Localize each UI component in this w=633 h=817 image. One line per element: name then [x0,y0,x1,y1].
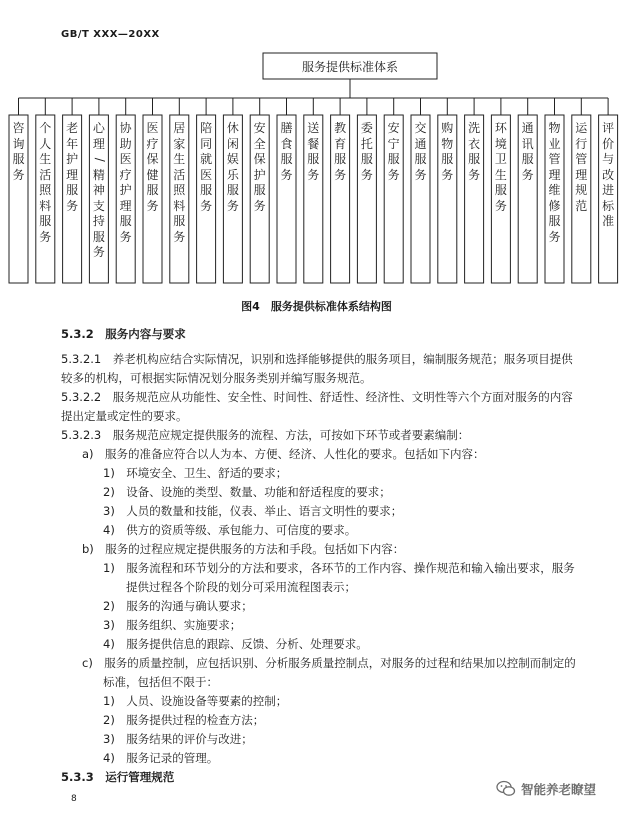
paragraph-5-3-2-2-line1: 5.3.2.2 服务规范应从功能性、安全性、时间性、舒适性、经济性、文明性等六个方面对服务的内容 [61,390,573,404]
diagram-leaf-label: 物 业 管 理 维 修 服 务 [548,121,561,244]
diagram-leaf-label: 咨 询 服 务 [12,121,25,182]
wechat-icon [496,780,516,798]
list-item-b3: 3) 服务组织、实施要求； [103,618,242,632]
diagram-leaf-label: 休 闲 娱 乐 服 务 [226,121,239,213]
list-item-a3: 3) 人员的数量和技能，仪表、举止、语言文明性的要求； [103,504,403,518]
diagram-leaf-label: 安 全 保 护 服 务 [253,121,266,213]
watermark [496,780,596,798]
diagram-leaf-label: 洗 衣 服 务 [468,121,481,182]
diagram-leaf-label: 评 价 与 改 进 标 准 [602,121,615,228]
diagram-leaf-label: 购 物 服 务 [441,121,454,182]
diagram-leaf-label: 居 家 生 活 照 料 服 务 [173,121,186,244]
paragraph-5-3-2-1-line2: 较多的机构，可根据实际情况划分服务类别并编写服务规范。 [61,371,372,385]
list-item-a: a) 服务的准备应符合以人为本、方便、经济、人性化的要求。包括如下内容： [82,447,485,461]
section-heading-5-3-3: 5.3.3 运行管理规范 [61,770,175,784]
diagram-leaf-label: 陪 同 就 医 服 务 [200,121,213,213]
document-code: GB/T XXX—20XX [61,29,160,40]
list-item-c2: 2) 服务提供过程的检查方法； [103,713,265,727]
section-heading-5-3-2: 5.3.2 服务内容与要求 [61,327,186,341]
figure-caption: 图4 服务提供标准体系结构图 [241,300,392,313]
list-item-c3: 3) 服务结果的评价与改进； [103,732,253,746]
paragraph-5-3-2-3: 5.3.2.3 服务规范应规定提供服务的流程、方法，可按如下环节或者要素编制： [61,428,470,442]
list-item-a2: 2) 设备、设施的类型、数量、功能和舒适程度的要求； [103,485,391,499]
diagram-leaf-label: 委 托 服 务 [360,121,373,182]
list-item-b: b) 服务的过程应规定提供服务的方法和手段。包括如下内容： [82,542,405,556]
page-number: 8 [71,794,77,804]
diagram-leaf-label: 个 人 生 活 照 料 服 务 [39,121,52,244]
diagram-leaf-label: 膳 食 服 务 [280,121,293,182]
diagram-leaf-label: 教 育 服 务 [334,121,347,182]
list-item-b2: 2) 服务的沟通与确认要求； [103,599,253,613]
list-item-b1-line1: 1) 服务流程和环节划分的方法和要求，各环节的工作内容、操作规范和输入输出要求，服务 [103,561,575,575]
list-item-c-line1: c) 服务的质量控制，应包括识别、分析服务质量控制点，对服务的过程和结果加以控制而制定的 [82,656,576,670]
list-item-c-line2: 标准，包括但不限于： [103,675,218,689]
list-item-a1: 1) 环境安全、卫生、舒适的要求； [103,466,288,480]
paragraph-5-3-2-2-line2: 提出定量或定性的要求。 [61,409,188,423]
diagram-leaf-label: 运 行 管 理 规 范 [575,121,588,213]
paragraph-5-3-2-1-line1: 5.3.2.1 养老机构应结合实际情况，识别和选择能够提供的服务项目，编制服务规范；服务项目提供 [61,352,573,366]
diagram-leaf-label: 协 助 医 疗 护 理 服 务 [119,121,132,244]
diagram-leaf-label: 环 境 卫 生 服 务 [494,121,507,213]
list-item-b4: 4) 服务提供信息的跟踪、反馈、分析、处理要求。 [103,637,368,651]
watermark-text: 智能养老瞭望 [521,782,597,797]
diagram-leaf-label: 安 宁 服 务 [387,121,400,182]
diagram-leaf-label: 老 年 护 理 服 务 [66,121,79,213]
diagram-leaf-label: 交 通 服 务 [414,121,427,182]
list-item-a4: 4) 供方的资质等级、承包能力、可信度的要求。 [103,523,357,537]
diagram-leaf-label: 心 理 / 精 神 支 持 服 务 [92,121,107,259]
diagram-leaf-label: 医 疗 保 健 服 务 [146,121,159,213]
diagram-leaf-label: 送 餐 服 务 [307,121,320,182]
list-item-c4: 4) 服务记录的管理。 [103,751,219,765]
diagram-leaf-label: 通 讯 服 务 [521,121,534,182]
list-item-b1-line2: 提供过程各个阶段的划分可采用流程图表示； [126,580,356,594]
diagram-root-label: 服务提供标准体系 [301,59,398,74]
list-item-c1: 1) 人员、设施设备等要素的控制； [103,694,288,708]
